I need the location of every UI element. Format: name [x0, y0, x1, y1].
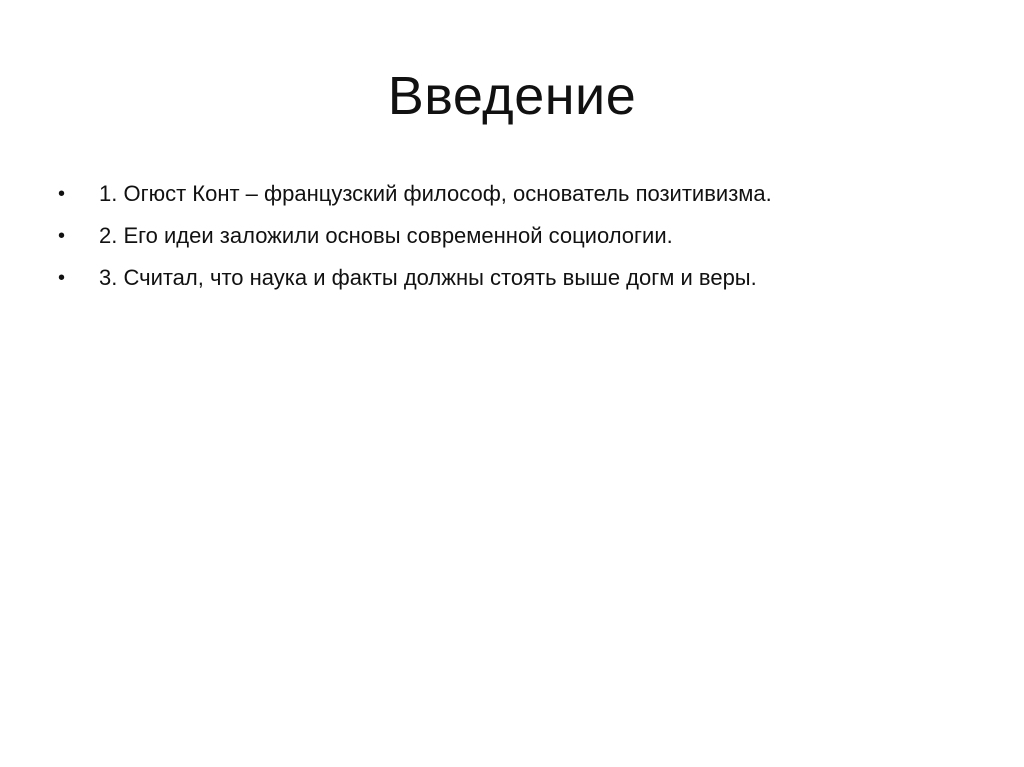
bullet-text: 1. Огюст Конт – французский философ, основатель позитивизма.: [99, 181, 772, 206]
bullet-item: [58, 180, 988, 222]
bullet-marker: •: [58, 183, 66, 205]
bullet-text: 3. Считал, что наука и факты должны стоять выше догм и веры.: [99, 265, 757, 290]
bullet-list: [58, 180, 988, 306]
bullet-item: [58, 222, 988, 264]
bullet-text: 2. Его идеи заложили основы современной социологии.: [99, 223, 673, 248]
bullet-marker: •: [58, 267, 66, 289]
bullet-marker: •: [58, 225, 66, 247]
bullet-item: [58, 264, 988, 306]
slide-title: Введение: [387, 66, 637, 126]
